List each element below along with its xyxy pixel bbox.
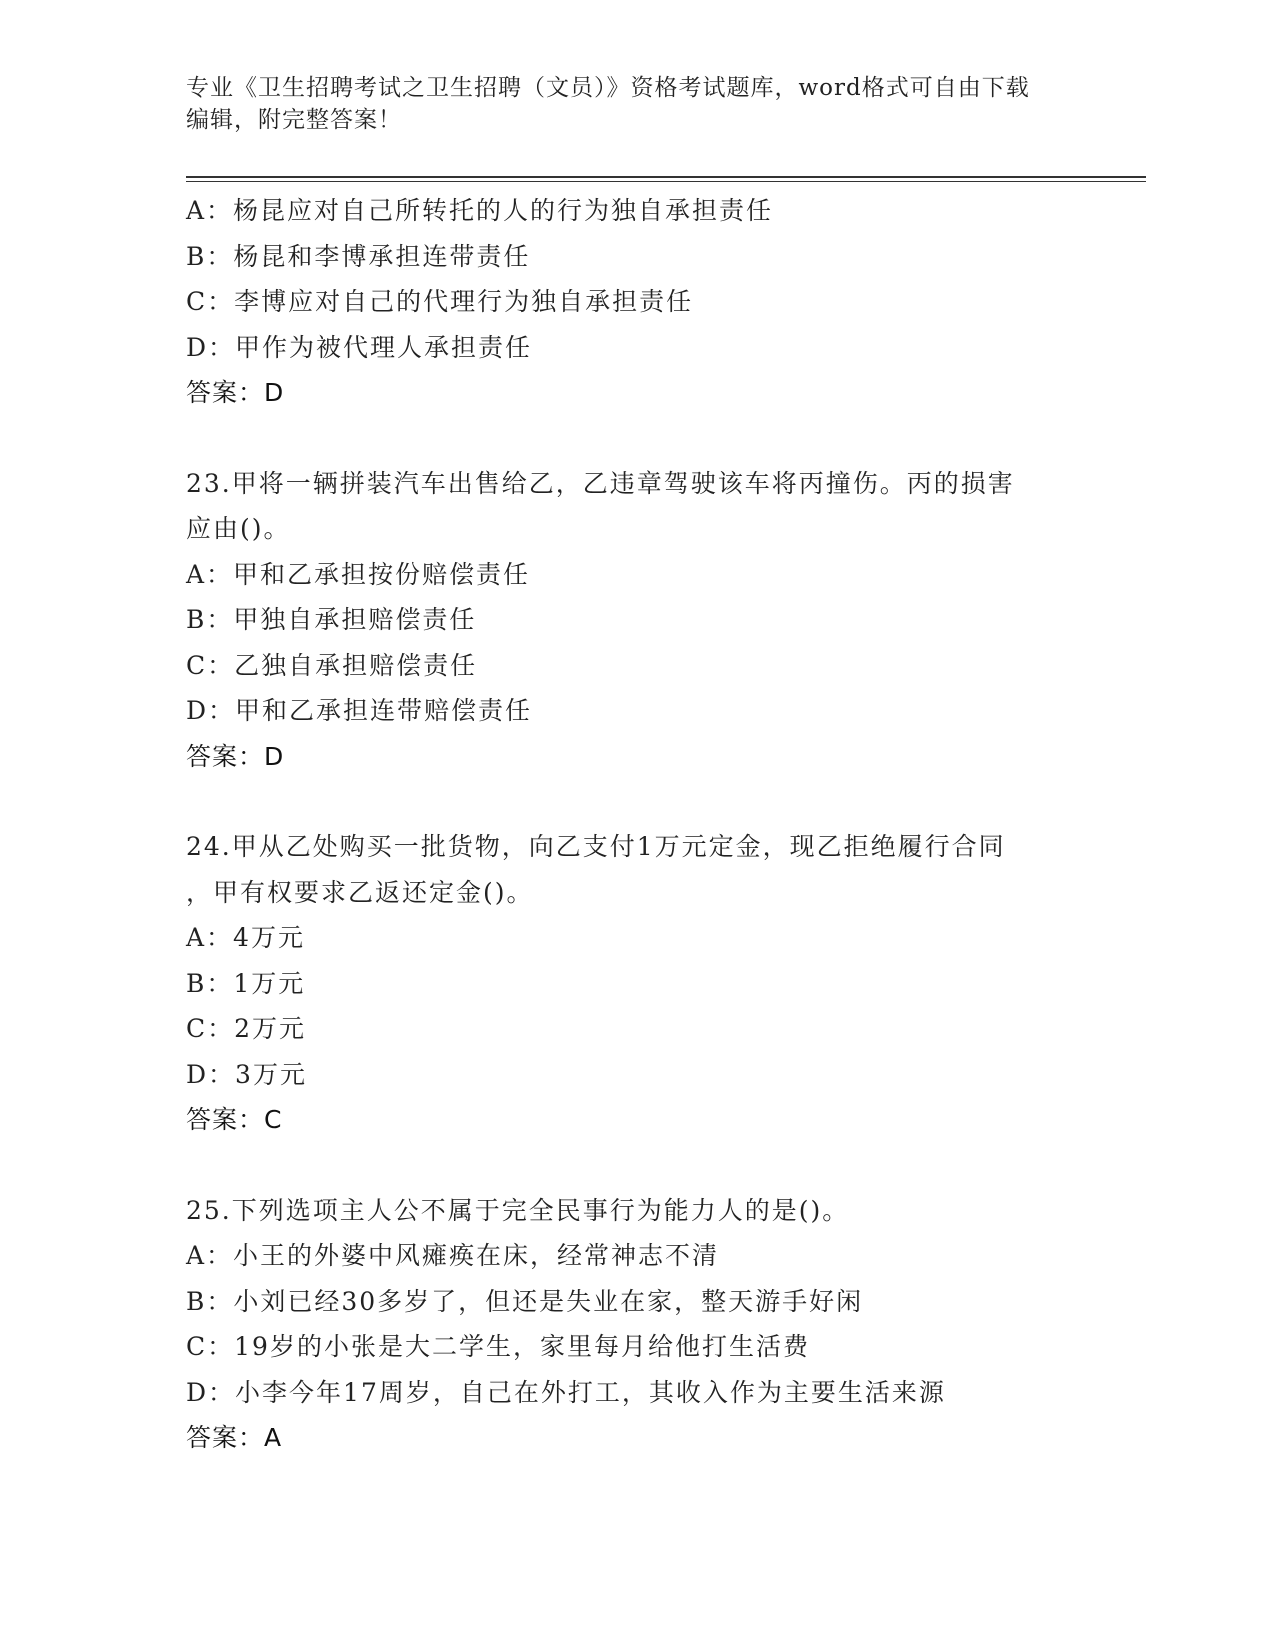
- question-22: [186, 188, 1086, 416]
- option-b: B：小刘已经30多岁了，但还是失业在家，整天游手好闲: [186, 1286, 864, 1316]
- header-line-1: 专业《卫生招聘考试之卫生招聘（文员）》资格考试题库，word格式可自由下载: [186, 75, 1030, 101]
- question-stem: 24.甲从乙处购买一批货物，向乙支付1万元定金，现乙拒绝履行合同: [186, 832, 1006, 861]
- answer: 答案：A: [186, 1423, 283, 1452]
- answer: 答案：D: [186, 741, 285, 771]
- option-c: C：李博应对自己的代理行为独自承担责任: [186, 287, 694, 316]
- option-b: B：1万元: [186, 968, 306, 998]
- option-c: C：19岁的小张是大二学生，家里每月给他打生活费: [186, 1332, 810, 1361]
- header-line-2: 编辑，附完整答案！: [186, 107, 402, 133]
- question-stem-continued: ，甲有权要求乙返还定金()。: [186, 877, 534, 907]
- option-d: D：甲作为被代理人承担责任: [186, 332, 533, 362]
- option-a: A：杨昆应对自己所转托的人的行为独自承担责任: [186, 196, 774, 225]
- spacer: [186, 1143, 1086, 1188]
- document-header: [186, 72, 1086, 136]
- option-b: B：杨昆和李博承担连带责任: [186, 241, 531, 271]
- question-stem: 23.甲将一辆拼装汽车出售给乙，乙违章驾驶该车将丙撞伤。丙的损害: [186, 468, 1015, 498]
- option-c: C：乙独自承担赔偿责任: [186, 650, 478, 680]
- question-list: [186, 188, 1086, 1461]
- option-d: D：甲和乙承担连带赔偿责任: [186, 696, 533, 725]
- answer: 答案：C: [186, 1105, 283, 1134]
- question-24: [186, 824, 1086, 1143]
- question-stem-continued: 应由()。: [186, 514, 291, 543]
- question-25: [186, 1188, 1086, 1461]
- option-a: A：小王的外婆中风瘫痪在床，经常神志不清: [186, 1241, 720, 1270]
- question-stem: 25.下列选项主人公不属于完全民事行为能力人的是()。: [186, 1195, 850, 1225]
- spacer: [186, 779, 1086, 824]
- spacer: [186, 416, 1086, 461]
- option-a: A：4万元: [186, 923, 305, 952]
- option-c: C：2万元: [186, 1014, 307, 1043]
- header-rule-thin: [186, 181, 1146, 182]
- question-23: [186, 461, 1086, 780]
- option-b: B：甲独自承担赔偿责任: [186, 605, 477, 634]
- header-rule-thick: [186, 176, 1146, 178]
- option-d: D：小李今年17周岁，自己在外打工，其收入作为主要生活来源: [186, 1377, 946, 1407]
- option-a: A：甲和乙承担按份赔偿责任: [186, 559, 531, 589]
- option-d: D：3万元: [186, 1059, 307, 1089]
- answer: 答案：D: [186, 378, 285, 407]
